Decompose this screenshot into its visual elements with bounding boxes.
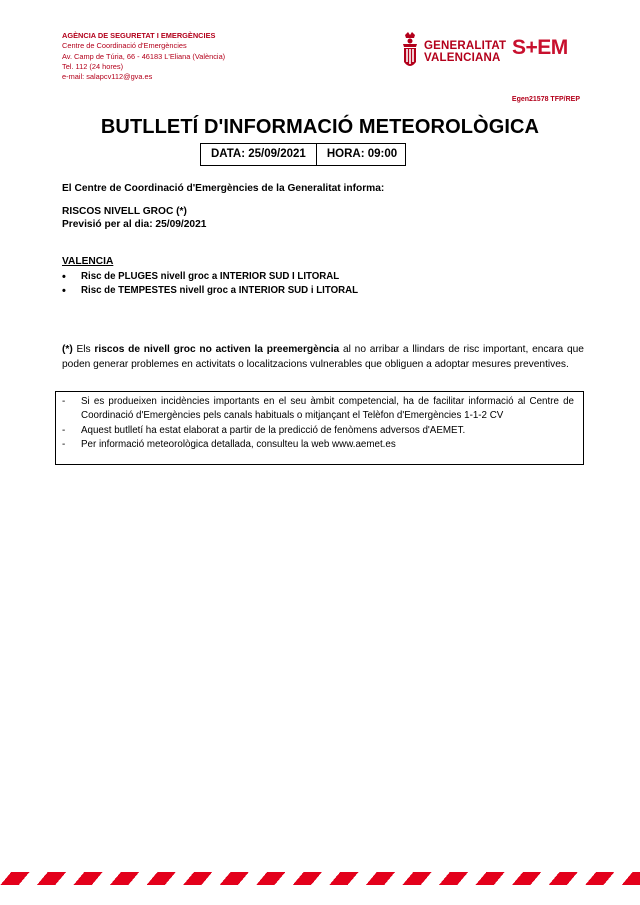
note-rest: al no arribar a llindars de risc important, encara que poden generar problemes en activitats o localitzacions vulnerables que obliguen a adoptar mesures preventives.: [62, 344, 584, 370]
logo-gv-line1: GENERALITAT: [424, 40, 507, 52]
risk-summary: [62, 206, 206, 231]
sem-logo: S+EM: [512, 36, 568, 59]
info-item: - Per informació meteorològica detallada, consulteu la web www.aemet.es: [56, 438, 574, 452]
risk-item: • Risc de PLUGES nivell groc a INTERIOR SUD I LITORAL: [62, 270, 582, 284]
agency-address-block: [62, 31, 225, 82]
note-bold: riscos de nivell groc no activen la preemergència: [94, 344, 340, 355]
info-list: [56, 395, 574, 453]
bulletin-title: BUTLLETÍ D'INFORMACIÓ METEOROLÒGICA: [100, 116, 540, 138]
agency-phone: Tel. 112 (24 hores): [62, 61, 124, 71]
agency-centre: Centre de Coordinació d'Emergències: [62, 41, 187, 51]
region-heading: VALENCIA: [62, 256, 114, 267]
logo-gv-line2: VALENCIANA: [424, 52, 501, 64]
agency-name: AGÈNCIA DE SEGURETAT I EMERGÈNCIES: [62, 31, 216, 40]
footer-stripes: [0, 872, 640, 885]
forecast-date: Previsió per al dia: 25/09/2021: [62, 218, 207, 230]
document-reference: Egen21578 TFP/REP: [511, 96, 580, 103]
date-time-box: [200, 143, 406, 166]
note-pre: Els: [76, 344, 91, 355]
bulletin-time: HORA: 09:00: [316, 144, 405, 165]
intro-text: El Centre de Coordinació d'Emergències de la Generalitat informa:: [62, 183, 385, 194]
generalitat-valenciana-logo: [400, 32, 507, 72]
risk-level: RISCOS NIVELL GROC (*): [62, 206, 187, 217]
bulletin-date: DATA: 25/09/2021: [211, 148, 306, 160]
risk-item: • Risc de TEMPESTES nivell groc a INTERIOR SUD i LITORAL: [62, 284, 582, 298]
info-item: - Si es produeixen incidències importants en el seu àmbit competencial, ha de facilitar informació al Centre de Coordinació d'Emergències pels canals habituals o mitjançant el Telèfon d'Emergències 1-1-2 CV: [56, 395, 574, 424]
agency-email: e-mail: salapcv112@gva.es: [62, 72, 153, 82]
yellow-level-note: [62, 342, 584, 372]
agency-address: Av. Camp de Túria, 66 - 46183 L'Eliana (València): [62, 51, 226, 61]
risk-list: [62, 270, 582, 298]
info-box: [55, 391, 584, 465]
info-item: - Aquest butlletí ha estat elaborat a partir de la predicció de fenòmens adversos d'AEMET.: [56, 424, 574, 438]
coat-of-arms-icon: [400, 32, 420, 72]
note-mark: (*): [62, 344, 73, 355]
